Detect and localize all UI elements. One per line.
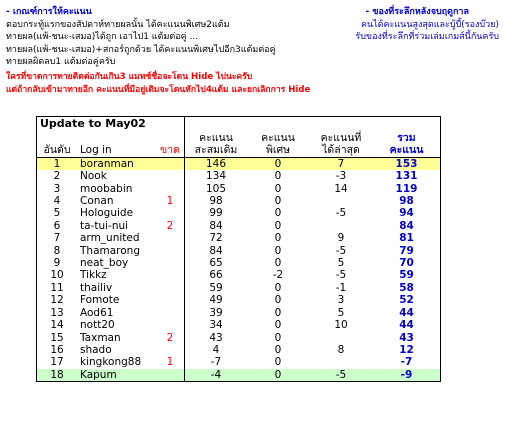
cell-missed (156, 282, 185, 294)
table-row (37, 369, 441, 382)
table-row (37, 183, 441, 195)
cell-latest: 8 (337, 343, 345, 356)
cell-latest: -3 (335, 170, 347, 183)
cell-missed: 2 (166, 219, 174, 232)
cell-rank: 9 (37, 257, 78, 269)
cell-total: 153 (373, 157, 441, 170)
scoring-rules-heading: - เกณฑ์การให้คะแนน (6, 7, 92, 17)
header-rank: อันดับ (37, 132, 78, 157)
rules-section (6, 6, 499, 96)
cell-bonus: 0 (274, 281, 282, 294)
cell-login: thailiv (80, 281, 113, 294)
cell-total: 59 (373, 269, 441, 281)
cell-bonus: 0 (274, 244, 282, 257)
cell-total: 43 (373, 332, 441, 344)
cell-latest: -5 (335, 207, 347, 220)
cell-missed (156, 369, 185, 382)
table-title-row (37, 117, 441, 133)
cell-total: 119 (373, 183, 441, 195)
cell-rank: 1 (37, 157, 78, 170)
cell-total: 44 (373, 307, 441, 319)
rule-text: ตอบกระทู้แรกของสัปดาห์ทายผลนั้น ได้คะแนนพิเศษ2แต้ม (6, 19, 230, 30)
cell-missed (156, 319, 185, 331)
cell-bonus: -2 (272, 269, 284, 282)
cell-rank: 15 (37, 332, 78, 344)
header-bonus: คะแนน พิเศษ (247, 132, 309, 157)
cell-accumulated: 65 (185, 257, 248, 269)
cell-missed (156, 207, 185, 219)
table-header-row (37, 132, 441, 157)
cell-rank: 8 (37, 245, 78, 257)
cell-rank: 14 (37, 319, 78, 331)
table-row (37, 332, 441, 344)
cell-login: moobabin (80, 182, 133, 195)
cell-latest: 7 (309, 157, 373, 170)
cell-rank: 11 (37, 282, 78, 294)
cell-missed (156, 257, 185, 269)
rules-line (6, 31, 499, 44)
cell-total: 94 (373, 207, 441, 219)
cell-rank: 2 (37, 170, 78, 182)
cell-rank: 10 (37, 269, 78, 281)
cell-latest: 3 (337, 294, 345, 307)
cell-missed (156, 157, 185, 170)
table-row (37, 307, 441, 319)
table-row (37, 195, 441, 207)
cell-login: Tikkz (80, 269, 107, 282)
cell-bonus: 0 (274, 182, 282, 195)
return-penalty-warning: แต่ถ้ากลับเข้ามาทายอีก คะแนนที่มีอยู่เดิมจะโดนหักไป4แต้ม และยกเลิกการ Hide (6, 84, 311, 95)
prize-text: รับของที่ระลึกที่ร่วมเล่มเกมส์นี้กันครับ (355, 32, 499, 43)
cell-total: 70 (373, 257, 441, 269)
cell-login: boranman (77, 157, 156, 170)
cell-bonus: 0 (274, 195, 282, 208)
cell-missed (156, 170, 185, 182)
cell-accumulated: 105 (185, 183, 248, 195)
cell-missed (156, 269, 185, 281)
cell-accumulated: 4 (185, 344, 248, 356)
cell-login: shado (80, 343, 112, 356)
cell-total: 98 (373, 195, 441, 207)
cell-latest: -5 (309, 369, 373, 382)
cell-missed (156, 344, 185, 356)
cell-latest (309, 220, 373, 232)
cell-rank: 7 (37, 232, 78, 244)
cell-rank: 17 (37, 356, 78, 368)
cell-login: Conan (80, 195, 114, 208)
cell-login: Fomote (80, 294, 120, 307)
rule-text: ทายผลผิดลบ1 แต้มต่อคู่ครับ (6, 57, 116, 68)
table-row (37, 245, 441, 257)
cell-bonus: 0 (274, 257, 282, 270)
cell-missed: 1 (166, 356, 174, 369)
cell-accumulated: 84 (185, 220, 248, 232)
cell-bonus: 0 (274, 331, 282, 344)
cell-rank: 5 (37, 207, 78, 219)
cell-accumulated: 84 (185, 245, 248, 257)
cell-accumulated: 59 (185, 282, 248, 294)
table-row (37, 319, 441, 331)
rule-text: ทายผล(แพ้-ชนะ-เสมอ)ได้ถูก เอาไป1 แต้มต่อคู่ ... (6, 32, 199, 43)
cell-accumulated: 66 (185, 269, 248, 281)
header-login: Log in (77, 132, 156, 157)
rule-text: ทายผล(แพ้-ชนะ-เสมอ)+สกอร์ถูกด้วย ได้คะแนนพิเศษไปอีก3แต้มต่อคู่ (6, 44, 276, 55)
cell-accumulated: -7 (185, 356, 248, 368)
cell-latest: 5 (337, 257, 345, 270)
header-latest: คะแนนที่ ได้ล่าสุด (309, 132, 373, 157)
cell-accumulated: 43 (185, 332, 248, 344)
cell-missed (156, 183, 185, 195)
table-row (37, 356, 441, 368)
table-row (37, 344, 441, 356)
cell-bonus: 0 (247, 369, 309, 382)
table-row (37, 257, 441, 269)
cell-accumulated: 99 (185, 207, 248, 219)
cell-accumulated: 146 (185, 157, 248, 170)
table-row (37, 269, 441, 281)
cell-missed (156, 245, 185, 257)
table-row (37, 294, 441, 306)
header-missed: ขาด (156, 132, 185, 157)
cell-accumulated: 49 (185, 294, 248, 306)
cell-login: arm_united (80, 232, 140, 245)
cell-total: 44 (373, 319, 441, 331)
cell-bonus: 0 (274, 294, 282, 307)
cell-login: Kapum (77, 369, 156, 382)
cell-total: 58 (373, 282, 441, 294)
prizes-heading: - ของที่ระลึกหลังจบฤดูกาล (365, 7, 469, 17)
cell-login: Hologuide (80, 207, 134, 220)
cell-rank: 3 (37, 183, 78, 195)
cell-bonus: 0 (274, 343, 282, 356)
cell-bonus: 0 (274, 232, 282, 245)
cell-login: Taxman (80, 331, 121, 344)
cell-total: 12 (373, 344, 441, 356)
cell-total: 52 (373, 294, 441, 306)
table-row (37, 282, 441, 294)
cell-latest (309, 195, 373, 207)
cell-bonus: 0 (247, 157, 309, 170)
cell-rank: 12 (37, 294, 78, 306)
prize-text: คนได้คะแนนสูงสุดและบู้บี้(รองบ๊วย) (360, 19, 499, 30)
rules-line (6, 19, 499, 32)
cell-login: ta-tui-nui (80, 219, 129, 232)
cell-bonus: 0 (274, 356, 282, 369)
cell-latest: 9 (337, 232, 345, 245)
cell-latest (309, 356, 373, 368)
cell-latest: 14 (334, 182, 348, 195)
cell-rank: 13 (37, 307, 78, 319)
cell-bonus: 0 (274, 306, 282, 319)
table-row (37, 207, 441, 219)
header-total: รวม คะแนน (373, 132, 441, 157)
rules-line (6, 44, 499, 57)
cell-bonus: 0 (274, 319, 282, 332)
table-row (37, 220, 441, 232)
cell-accumulated: 39 (185, 307, 248, 319)
cell-latest: -5 (335, 269, 347, 282)
cell-latest: -5 (335, 244, 347, 257)
cell-latest (309, 332, 373, 344)
cell-login: Nook (80, 170, 107, 183)
cell-login: Thamarong (80, 244, 140, 257)
cell-total: -7 (373, 356, 441, 368)
cell-total: 131 (373, 170, 441, 182)
score-table (36, 116, 441, 382)
rules-line (6, 56, 499, 69)
table-row (37, 232, 441, 244)
cell-accumulated: -4 (185, 369, 248, 382)
cell-accumulated: 98 (185, 195, 248, 207)
cell-rank: 4 (37, 195, 78, 207)
table-title: Update to May02 (37, 117, 185, 133)
cell-accumulated: 72 (185, 232, 248, 244)
cell-rank: 6 (37, 220, 78, 232)
cell-latest: -1 (335, 281, 347, 294)
cell-missed (156, 307, 185, 319)
table-row (37, 170, 441, 182)
cell-bonus: 0 (274, 207, 282, 220)
cell-login: kingkong88 (80, 356, 142, 369)
table-row (37, 157, 441, 170)
cell-latest: 5 (337, 306, 345, 319)
cell-total: 79 (373, 245, 441, 257)
cell-bonus: 0 (274, 219, 282, 232)
cell-rank: 18 (37, 369, 78, 382)
header-accumulated: คะแนน สะสมเดิม (185, 132, 248, 157)
cell-missed: 1 (166, 195, 174, 208)
cell-total: 84 (373, 220, 441, 232)
cell-login: neat_boy (80, 257, 129, 270)
cell-missed (156, 232, 185, 244)
cell-missed: 2 (166, 331, 174, 344)
cell-login: Aod61 (80, 306, 114, 319)
cell-login: nott20 (80, 319, 115, 332)
cell-missed (156, 294, 185, 306)
cell-total: -9 (373, 369, 441, 382)
cell-accumulated: 134 (185, 170, 248, 182)
cell-total: 81 (373, 232, 441, 244)
cell-bonus: 0 (274, 170, 282, 183)
cell-latest: 10 (334, 319, 348, 332)
cell-accumulated: 34 (185, 319, 248, 331)
cell-rank: 16 (37, 344, 78, 356)
hide-warning: ใครที่ขาดการทายติดต่อกันเกิน3 แมทช์ชื่อจะโดน Hide ไปนะครับ (6, 71, 253, 82)
rules-heading-row (6, 6, 499, 19)
